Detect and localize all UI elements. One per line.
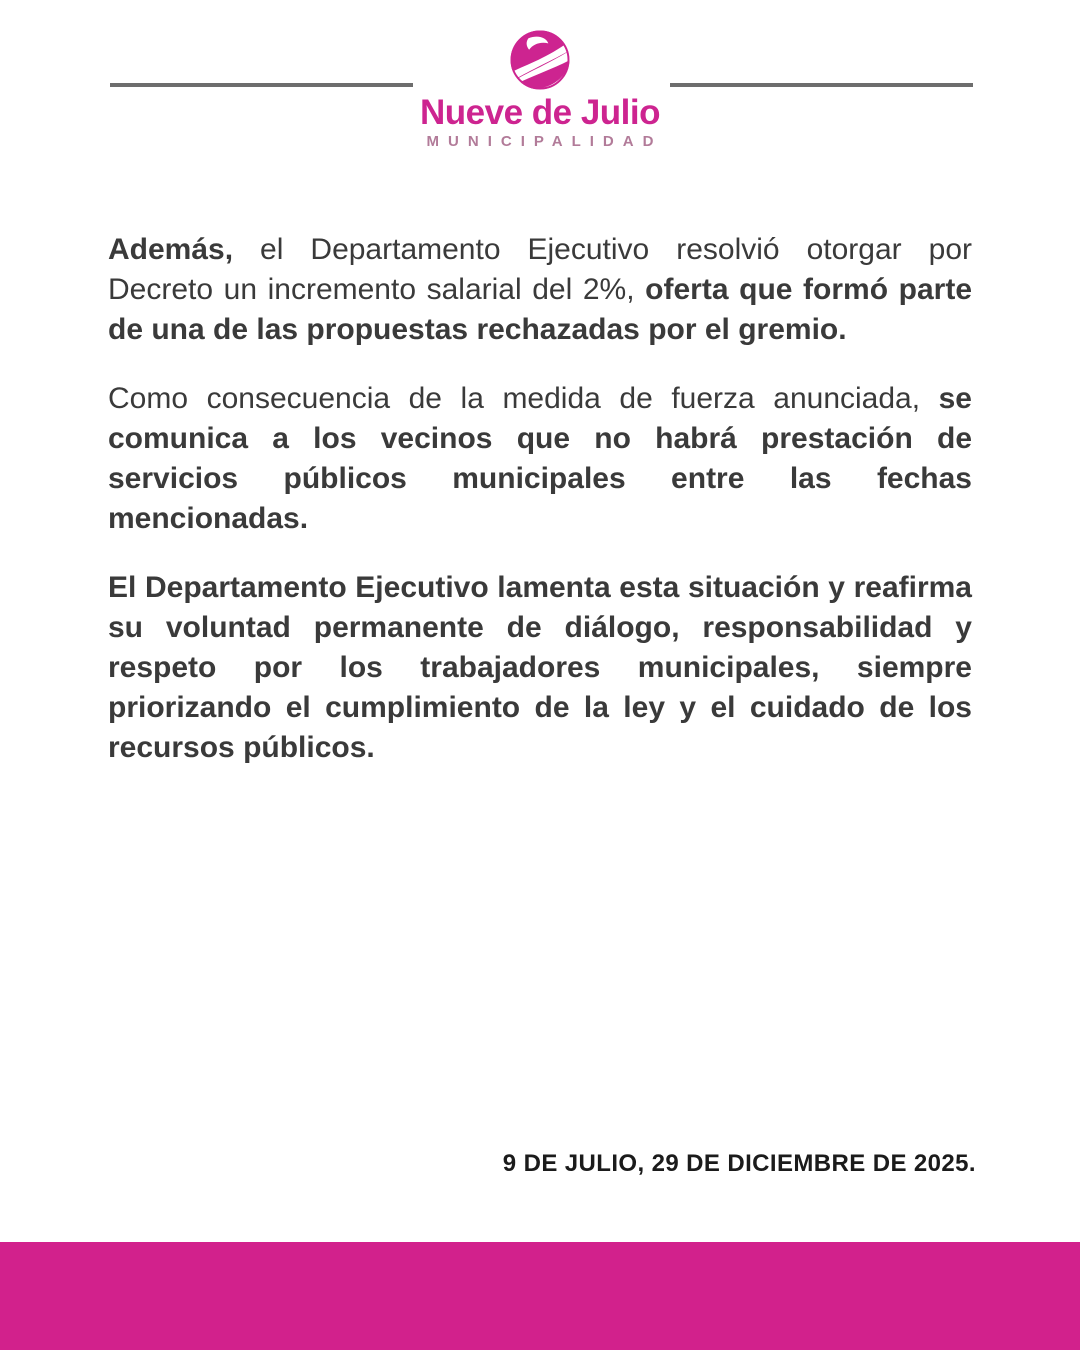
footer-bar	[0, 1242, 1080, 1350]
paragraphs	[108, 230, 972, 768]
paragraph-segment: Como consecuencia de la medida de fuerza anunciada,	[108, 382, 939, 415]
paragraph-segment: el Departamento Ejecutivo resolvió otorgar por Decreto un incremento salarial del 2%,	[108, 233, 972, 306]
logo-wave-circle-icon	[508, 28, 572, 92]
brand-subtitle: MUNICIPALIDAD	[426, 133, 663, 150]
paragraph	[108, 379, 972, 539]
paragraph-segment-bold: se comunica a los vecinos que no habrá prestación de servicios públicos municipales entre las fechas mencionadas.	[108, 382, 972, 535]
announcement-body	[108, 230, 972, 797]
paragraph-segment-bold: Además,	[108, 233, 234, 266]
brand-name: Nueve de Julio	[419, 93, 661, 132]
paragraph	[108, 568, 972, 768]
paragraph	[108, 230, 972, 350]
paragraph-segment-bold: El Departamento Ejecutivo lamenta esta situación y reafirma su voluntad permanente de diálogo, responsabilidad y respeto por los trabajadores municipales, siempre priorizando el cumplimiento de la ley y el cuidado de los recursos públicos.	[108, 571, 972, 764]
paragraph-segment-bold: oferta que formó parte de una de las propuestas rechazadas por el gremio.	[108, 273, 972, 346]
announcement-date: 9 DE JULIO, 29 DE DICIEMBRE DE 2025.	[502, 1150, 976, 1177]
municipality-logo	[0, 28, 1080, 149]
